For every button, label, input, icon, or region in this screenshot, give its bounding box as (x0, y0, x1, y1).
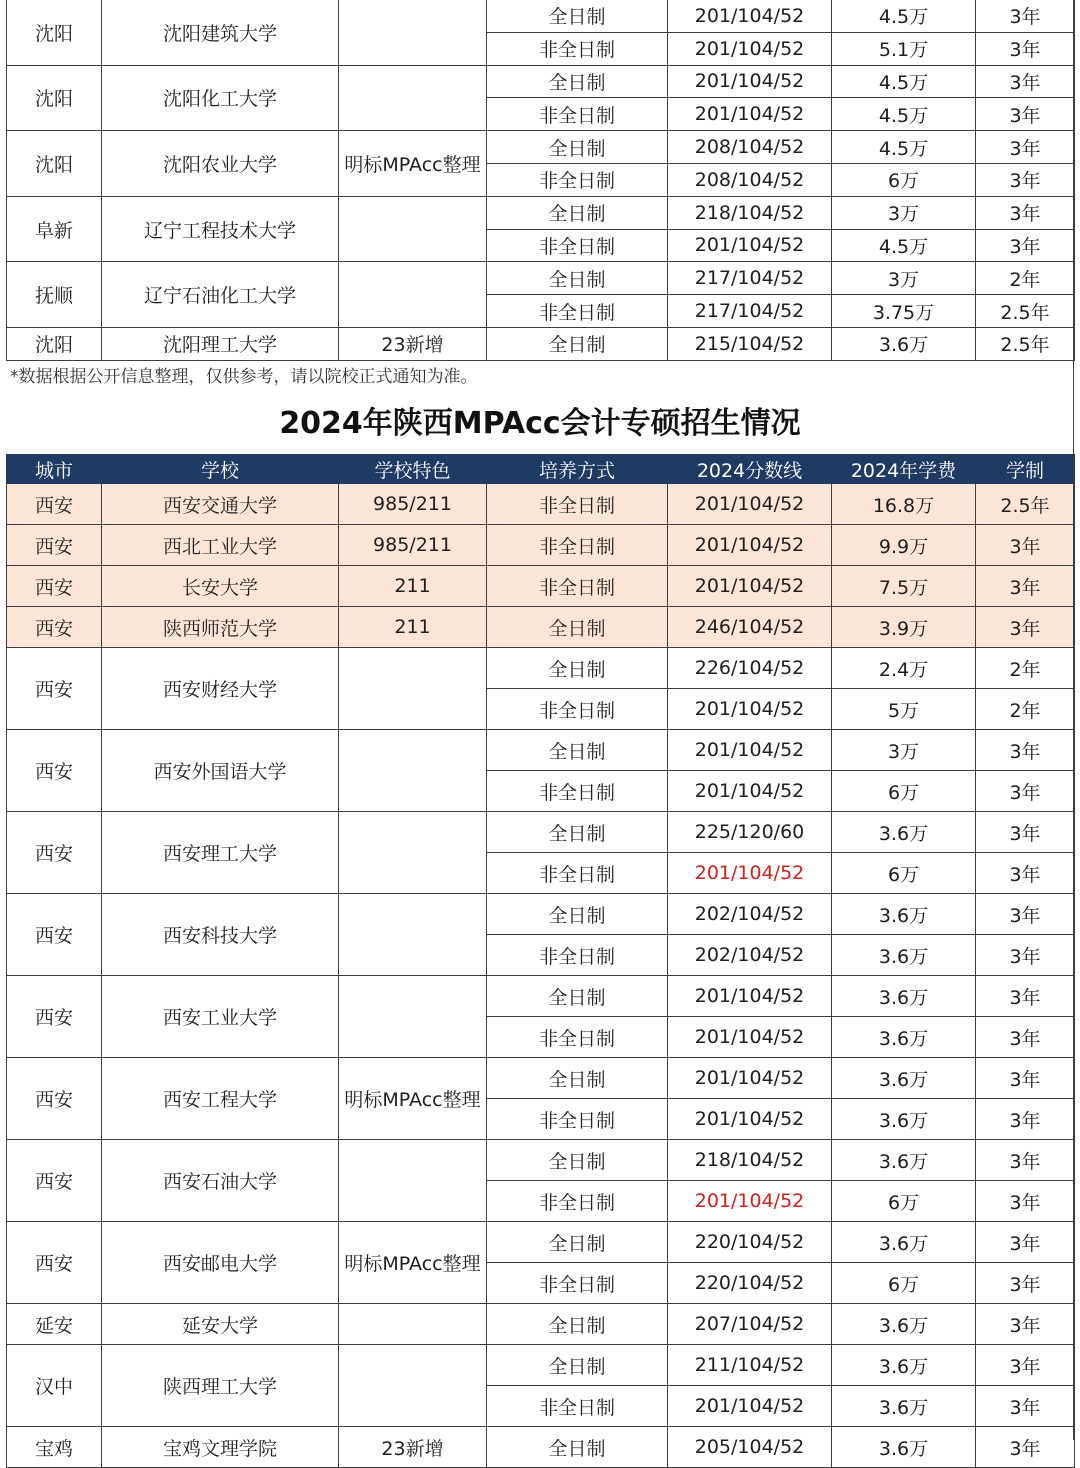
disclaimer-note: *数据根据公开信息整理，仅供参考，请以院校正式通知为准。 (10, 367, 478, 387)
years-cell: 3年 (976, 1345, 1075, 1386)
city-cell: 西安 (7, 730, 102, 812)
feature-cell (339, 1140, 487, 1222)
city-cell: 沈阳 (7, 0, 102, 65)
years-cell: 3年 (976, 853, 1075, 894)
score-cell: 201/104/52 (668, 689, 832, 730)
school-cell: 西安交通大学 (102, 484, 339, 525)
table-row (7, 566, 1075, 607)
score-cell: 201/104/52 (668, 976, 832, 1017)
mode-cell: 非全日制 (487, 566, 668, 607)
feature-cell: 211 (339, 607, 487, 648)
city-cell: 宝鸡 (7, 1427, 102, 1468)
fee-cell: 4.5万 (832, 65, 976, 98)
table-row (7, 196, 1075, 229)
school-cell: 沈阳理工大学 (102, 327, 339, 360)
mode-cell: 非全日制 (487, 98, 668, 131)
fee-cell: 3.6万 (832, 894, 976, 935)
fee-cell: 3.6万 (832, 1386, 976, 1427)
mode-cell: 全日制 (487, 1058, 668, 1099)
fee-cell: 9.9万 (832, 525, 976, 566)
score-cell: 201/104/52 (668, 566, 832, 607)
score-cell: 201/104/52 (668, 484, 832, 525)
city-cell: 沈阳 (7, 131, 102, 197)
fee-cell: 6万 (832, 1263, 976, 1304)
school-cell: 宝鸡文理学院 (102, 1427, 339, 1468)
feature-cell: 23新增 (339, 327, 487, 360)
score-cell: 201/104/52 (668, 1181, 832, 1222)
city-cell: 汉中 (7, 1345, 102, 1427)
mode-cell: 非全日制 (487, 1181, 668, 1222)
fee-cell: 3万 (832, 730, 976, 771)
fee-cell: 3.6万 (832, 1099, 976, 1140)
mode-cell: 非全日制 (487, 853, 668, 894)
feature-cell: 明标MPAcc整理 (339, 1222, 487, 1304)
feature-cell (339, 1304, 487, 1345)
table-right-border (1073, 0, 1074, 1440)
fee-cell: 2.4万 (832, 648, 976, 689)
years-cell: 3年 (976, 935, 1075, 976)
mode-cell: 全日制 (487, 1222, 668, 1263)
city-cell: 西安 (7, 607, 102, 648)
mode-cell: 全日制 (487, 648, 668, 689)
mode-cell: 非全日制 (487, 229, 668, 262)
fee-cell: 3.6万 (832, 1058, 976, 1099)
header-score: 2024分数线 (668, 455, 832, 484)
feature-cell (339, 648, 487, 730)
school-cell: 沈阳化工大学 (102, 65, 339, 131)
table-row (7, 131, 1075, 164)
fee-cell: 6万 (832, 853, 976, 894)
years-cell: 3年 (976, 1017, 1075, 1058)
school-cell: 西安科技大学 (102, 894, 339, 976)
score-cell: 218/104/52 (668, 1140, 832, 1181)
mode-cell: 全日制 (487, 327, 668, 360)
city-cell: 西安 (7, 525, 102, 566)
feature-cell (339, 196, 487, 262)
mode-cell: 非全日制 (487, 484, 668, 525)
score-cell: 218/104/52 (668, 196, 832, 229)
table-row (7, 0, 1075, 32)
years-cell: 3年 (976, 1304, 1075, 1345)
feature-cell: 23新增 (339, 1427, 487, 1468)
years-cell: 3年 (976, 1427, 1075, 1468)
table-row (7, 1427, 1075, 1468)
mode-cell: 全日制 (487, 607, 668, 648)
city-cell: 西安 (7, 894, 102, 976)
school-cell: 西安外国语大学 (102, 730, 339, 812)
fee-cell: 4.5万 (832, 131, 976, 164)
mode-cell: 全日制 (487, 131, 668, 164)
fee-cell: 3万 (832, 262, 976, 295)
fee-cell: 6万 (832, 163, 976, 196)
years-cell: 3年 (976, 1058, 1075, 1099)
years-cell: 3年 (976, 607, 1075, 648)
years-cell: 3年 (976, 163, 1075, 196)
table-row (7, 525, 1075, 566)
mode-cell: 非全日制 (487, 935, 668, 976)
feature-cell: 985/211 (339, 525, 487, 566)
feature-cell (339, 976, 487, 1058)
years-cell: 3年 (976, 32, 1075, 65)
fee-cell: 3.6万 (832, 1222, 976, 1263)
mode-cell: 非全日制 (487, 1263, 668, 1304)
table-row (7, 648, 1075, 689)
feature-cell (339, 894, 487, 976)
years-cell: 3年 (976, 196, 1075, 229)
mode-cell: 全日制 (487, 1304, 668, 1345)
fee-cell: 3.6万 (832, 327, 976, 360)
score-cell: 201/104/52 (668, 65, 832, 98)
score-cell: 211/104/52 (668, 1345, 832, 1386)
city-cell: 西安 (7, 484, 102, 525)
score-cell: 201/104/52 (668, 1099, 832, 1140)
city-cell: 沈阳 (7, 65, 102, 131)
city-cell: 抚顺 (7, 262, 102, 328)
mode-cell: 全日制 (487, 894, 668, 935)
header-city: 城市 (7, 455, 102, 484)
years-cell: 3年 (976, 976, 1075, 1017)
city-cell: 西安 (7, 566, 102, 607)
mode-cell: 非全日制 (487, 295, 668, 328)
fee-cell: 4.5万 (832, 98, 976, 131)
fee-cell: 4.5万 (832, 229, 976, 262)
fee-cell: 3.9万 (832, 607, 976, 648)
feature-cell (339, 65, 487, 131)
score-cell: 217/104/52 (668, 295, 832, 328)
shaanxi-table (6, 454, 1075, 1468)
feature-cell: 211 (339, 566, 487, 607)
city-cell: 西安 (7, 1140, 102, 1222)
city-cell: 延安 (7, 1304, 102, 1345)
feature-cell: 明标MPAcc整理 (339, 131, 487, 197)
mode-cell: 非全日制 (487, 1017, 668, 1058)
mode-cell: 非全日制 (487, 525, 668, 566)
school-cell: 延安大学 (102, 1304, 339, 1345)
mode-cell: 全日制 (487, 196, 668, 229)
school-cell: 西安理工大学 (102, 812, 339, 894)
header-fee: 2024年学费 (832, 455, 976, 484)
fee-cell: 3.6万 (832, 1427, 976, 1468)
feature-cell: 985/211 (339, 484, 487, 525)
years-cell: 3年 (976, 1140, 1075, 1181)
table-header-row (7, 455, 1075, 484)
school-cell: 西安石油大学 (102, 1140, 339, 1222)
table-row (7, 976, 1075, 1017)
table-row (7, 1222, 1075, 1263)
fee-cell: 5万 (832, 689, 976, 730)
score-cell: 201/104/52 (668, 0, 832, 32)
score-cell: 202/104/52 (668, 894, 832, 935)
school-cell: 辽宁工程技术大学 (102, 196, 339, 262)
score-cell: 201/104/52 (668, 32, 832, 65)
table-row (7, 327, 1075, 360)
score-cell: 201/104/52 (668, 853, 832, 894)
years-cell: 3年 (976, 65, 1075, 98)
school-cell: 陕西师范大学 (102, 607, 339, 648)
school-cell: 辽宁石油化工大学 (102, 262, 339, 328)
mode-cell: 非全日制 (487, 689, 668, 730)
score-cell: 208/104/52 (668, 163, 832, 196)
page-title: 2024年陕西MPAcc会计专硕招生情况 (279, 406, 801, 441)
fee-cell: 3.6万 (832, 812, 976, 853)
mode-cell: 全日制 (487, 1427, 668, 1468)
table-row (7, 262, 1075, 295)
mode-cell: 全日制 (487, 812, 668, 853)
mode-cell: 全日制 (487, 730, 668, 771)
fee-cell: 4.5万 (832, 0, 976, 32)
city-cell: 西安 (7, 1058, 102, 1140)
mode-cell: 非全日制 (487, 1099, 668, 1140)
score-cell: 201/104/52 (668, 525, 832, 566)
header-years: 学制 (976, 455, 1075, 484)
years-cell: 3年 (976, 131, 1075, 164)
fee-cell: 3.75万 (832, 295, 976, 328)
years-cell: 2.5年 (976, 484, 1075, 525)
mode-cell: 非全日制 (487, 163, 668, 196)
city-cell: 西安 (7, 976, 102, 1058)
years-cell: 3年 (976, 730, 1075, 771)
liaoning-table (6, 0, 1075, 361)
feature-cell (339, 0, 487, 65)
mode-cell: 全日制 (487, 1345, 668, 1386)
score-cell: 201/104/52 (668, 771, 832, 812)
years-cell: 2年 (976, 689, 1075, 730)
mode-cell: 非全日制 (487, 32, 668, 65)
score-cell: 201/104/52 (668, 229, 832, 262)
years-cell: 3年 (976, 1386, 1075, 1427)
score-cell: 202/104/52 (668, 935, 832, 976)
score-cell: 217/104/52 (668, 262, 832, 295)
score-cell: 220/104/52 (668, 1263, 832, 1304)
mode-cell: 非全日制 (487, 1386, 668, 1427)
fee-cell: 3.6万 (832, 976, 976, 1017)
school-cell: 沈阳建筑大学 (102, 0, 339, 65)
score-cell: 201/104/52 (668, 1017, 832, 1058)
years-cell: 2年 (976, 262, 1075, 295)
city-cell: 沈阳 (7, 327, 102, 360)
school-cell: 西安工程大学 (102, 1058, 339, 1140)
feature-cell: 明标MPAcc整理 (339, 1058, 487, 1140)
school-cell: 西北工业大学 (102, 525, 339, 566)
score-cell: 226/104/52 (668, 648, 832, 689)
header-feature: 学校特色 (339, 455, 487, 484)
table-row (7, 812, 1075, 853)
fee-cell: 6万 (832, 771, 976, 812)
years-cell: 3年 (976, 98, 1075, 131)
score-cell: 201/104/52 (668, 1386, 832, 1427)
years-cell: 3年 (976, 771, 1075, 812)
mode-cell: 全日制 (487, 976, 668, 1017)
years-cell: 2.5年 (976, 327, 1075, 360)
table-row (7, 65, 1075, 98)
years-cell: 3年 (976, 566, 1075, 607)
feature-cell (339, 262, 487, 328)
table-row (7, 607, 1075, 648)
score-cell: 207/104/52 (668, 1304, 832, 1345)
score-cell: 225/120/60 (668, 812, 832, 853)
school-cell: 陕西理工大学 (102, 1345, 339, 1427)
score-cell: 205/104/52 (668, 1427, 832, 1468)
fee-cell: 6万 (832, 1181, 976, 1222)
years-cell: 3年 (976, 1099, 1075, 1140)
score-cell: 208/104/52 (668, 131, 832, 164)
city-cell: 西安 (7, 812, 102, 894)
years-cell: 3年 (976, 229, 1075, 262)
table-row (7, 730, 1075, 771)
score-cell: 201/104/52 (668, 1058, 832, 1099)
years-cell: 2.5年 (976, 295, 1075, 328)
mode-cell: 全日制 (487, 262, 668, 295)
years-cell: 3年 (976, 1222, 1075, 1263)
years-cell: 3年 (976, 525, 1075, 566)
table-row (7, 894, 1075, 935)
feature-cell (339, 730, 487, 812)
fee-cell: 3.6万 (832, 1017, 976, 1058)
years-cell: 2年 (976, 648, 1075, 689)
score-cell: 220/104/52 (668, 1222, 832, 1263)
city-cell: 阜新 (7, 196, 102, 262)
fee-cell: 3.6万 (832, 1345, 976, 1386)
fee-cell: 3.6万 (832, 1304, 976, 1345)
header-school: 学校 (102, 455, 339, 484)
table-row (7, 1304, 1075, 1345)
school-cell: 西安财经大学 (102, 648, 339, 730)
mode-cell: 全日制 (487, 1140, 668, 1181)
school-cell: 长安大学 (102, 566, 339, 607)
school-cell: 西安邮电大学 (102, 1222, 339, 1304)
mode-cell: 非全日制 (487, 771, 668, 812)
table-row (7, 1345, 1075, 1386)
years-cell: 3年 (976, 0, 1075, 32)
fee-cell: 16.8万 (832, 484, 976, 525)
years-cell: 3年 (976, 894, 1075, 935)
score-cell: 215/104/52 (668, 327, 832, 360)
feature-cell (339, 812, 487, 894)
table-row (7, 484, 1075, 525)
years-cell: 3年 (976, 1263, 1075, 1304)
score-cell: 246/104/52 (668, 607, 832, 648)
score-cell: 201/104/52 (668, 98, 832, 131)
years-cell: 3年 (976, 812, 1075, 853)
table-row (7, 1140, 1075, 1181)
mode-cell: 全日制 (487, 0, 668, 32)
city-cell: 西安 (7, 648, 102, 730)
school-cell: 西安工业大学 (102, 976, 339, 1058)
table-row (7, 1058, 1075, 1099)
years-cell: 3年 (976, 1181, 1075, 1222)
header-mode: 培养方式 (487, 455, 668, 484)
city-cell: 西安 (7, 1222, 102, 1304)
fee-cell: 3万 (832, 196, 976, 229)
fee-cell: 7.5万 (832, 566, 976, 607)
feature-cell (339, 1345, 487, 1427)
fee-cell: 3.6万 (832, 935, 976, 976)
fee-cell: 5.1万 (832, 32, 976, 65)
score-cell: 201/104/52 (668, 730, 832, 771)
fee-cell: 3.6万 (832, 1140, 976, 1181)
school-cell: 沈阳农业大学 (102, 131, 339, 197)
mode-cell: 全日制 (487, 65, 668, 98)
